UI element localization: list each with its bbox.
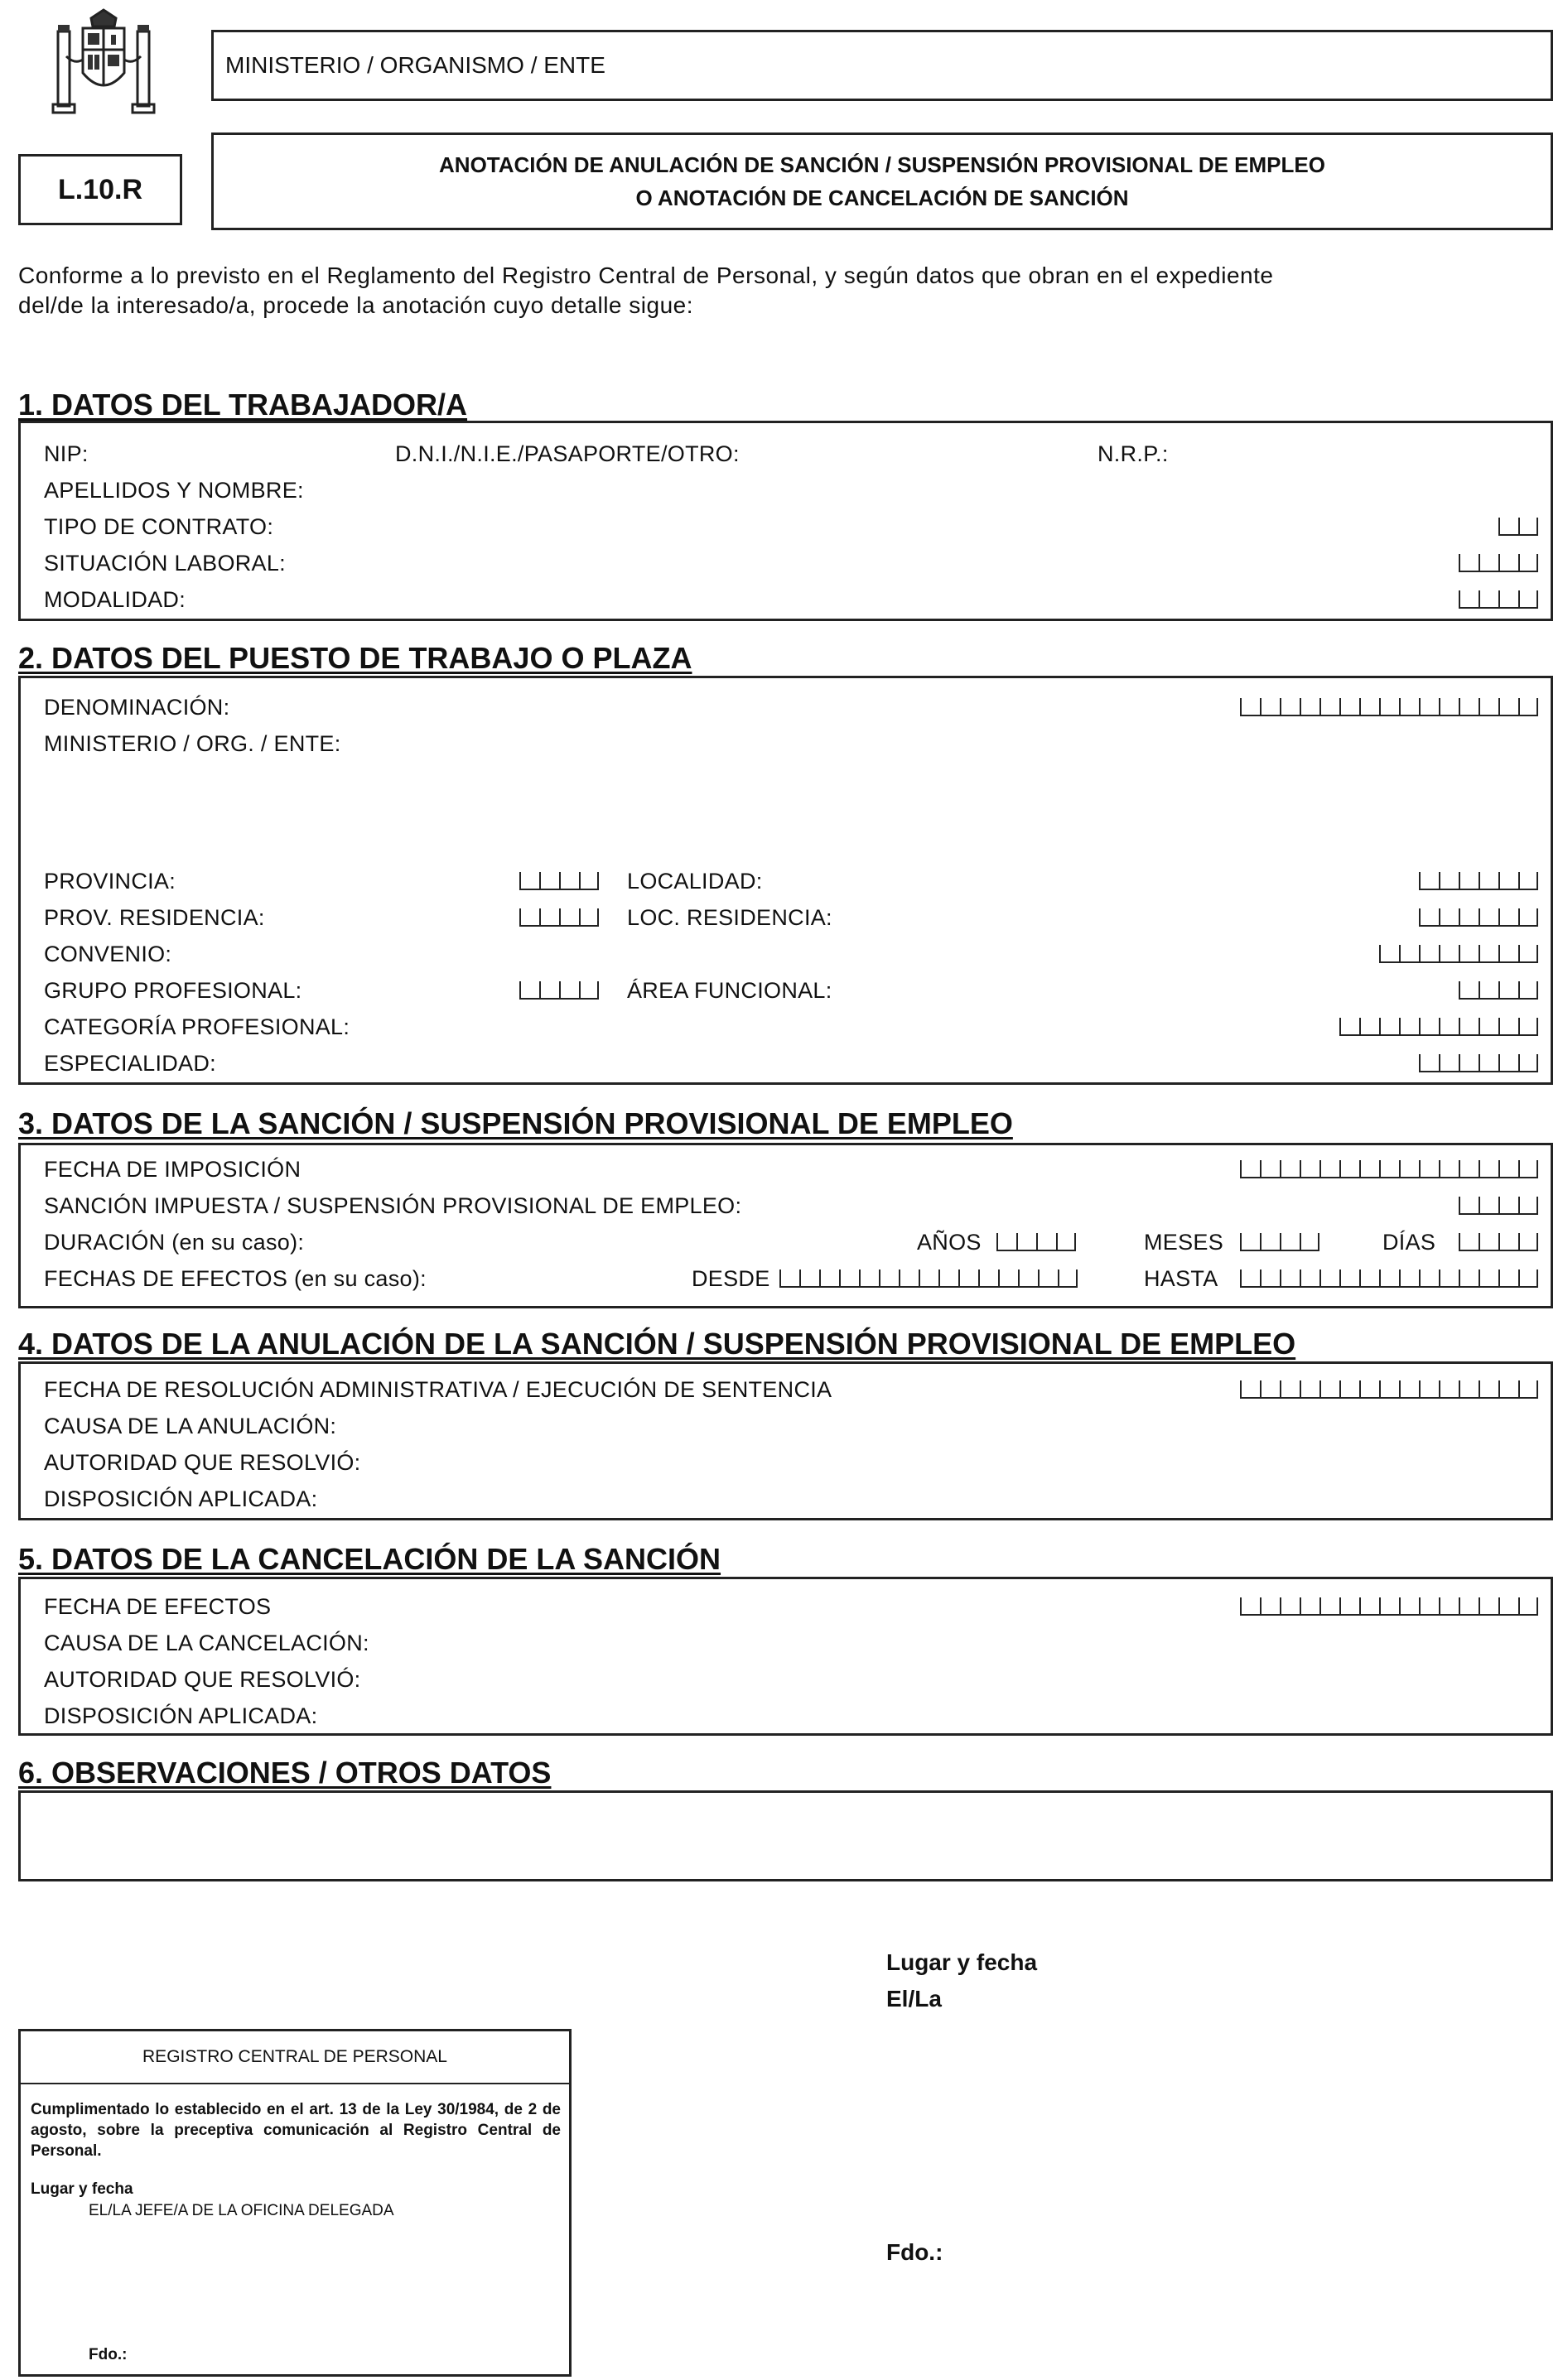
prov-residencia-label: PROV. RESIDENCIA: (44, 905, 265, 930)
intro-text (18, 261, 1551, 320)
intro-line2: del/de la interesado/a, procede la anotación cuyo detalle sigue: (18, 292, 693, 318)
apellidos-label: APELLIDOS Y NOMBRE: (44, 478, 304, 503)
section3-box (18, 1143, 1553, 1308)
localidad-label: LOCALIDAD: (627, 869, 763, 894)
form-code-box (18, 154, 182, 225)
especialidad-label: ESPECIALIDAD: (44, 1051, 216, 1076)
loc-residencia-boxes[interactable] (1419, 905, 1538, 927)
hasta-boxes[interactable] (1240, 1266, 1538, 1288)
categoria-profesional-boxes[interactable] (1339, 1014, 1538, 1036)
convenio-boxes[interactable] (1379, 942, 1538, 963)
desde-label: DESDE (692, 1266, 770, 1291)
section1-box (18, 421, 1553, 621)
intro-line1: Conforme a lo previsto en el Reglamento del Registro Central de Personal, y según datos que obran en el expediente (18, 263, 1274, 288)
ministry-label: MINISTERIO / ORGANISMO / ENTE (225, 52, 605, 78)
modalidad-boxes[interactable] (1459, 587, 1538, 609)
disposicion-cancelacion-label: DISPOSICIÓN APLICADA: (44, 1703, 318, 1728)
especialidad-boxes[interactable] (1419, 1051, 1538, 1072)
causa-anulacion-label: CAUSA DE LA ANULACIÓN: (44, 1414, 337, 1438)
fecha-resolucion-label: FECHA DE RESOLUCIÓN ADMINISTRATIVA / EJECUCIÓN DE SENTENCIA (44, 1377, 832, 1402)
area-funcional-label: ÁREA FUNCIONAL: (627, 978, 832, 1003)
provincia-label: PROVINCIA: (44, 869, 176, 894)
autoridad-anulacion-label: AUTORIDAD QUE RESOLVIÓ: (44, 1450, 361, 1475)
fecha-imposicion-boxes[interactable] (1240, 1157, 1538, 1178)
section4-box (18, 1361, 1553, 1520)
sancion-impuesta-boxes[interactable] (1459, 1193, 1538, 1215)
section5-title: 5. DATOS DE LA CANCELACIÓN DE LA SANCIÓN (18, 1542, 721, 1576)
situacion-laboral-label: SITUACIÓN LABORAL: (44, 551, 286, 576)
tipo-contrato-label: TIPO DE CONTRATO: (44, 514, 274, 539)
form-code: L.10.R (57, 173, 143, 205)
registro-lugar-fecha: Lugar y fecha (31, 2180, 133, 2198)
el-la-label: El/La (886, 1986, 942, 2011)
fecha-resolucion-boxes[interactable] (1240, 1377, 1538, 1399)
section1-title: 1. DATOS DEL TRABAJADOR/A (18, 388, 468, 422)
fecha-efectos-label: FECHA DE EFECTOS (44, 1594, 272, 1619)
dni-label: D.N.I./N.I.E./PASAPORTE/OTRO: (395, 441, 740, 466)
denominacion-label: DENOMINACIÓN: (44, 695, 230, 720)
tipo-contrato-boxes[interactable] (1498, 514, 1538, 536)
disposicion-anulacion-label: DISPOSICIÓN APLICADA: (44, 1486, 318, 1511)
categoria-profesional-label: CATEGORÍA PROFESIONAL: (44, 1014, 350, 1039)
sancion-impuesta-label: SANCIÓN IMPUESTA / SUSPENSIÓN PROVISIONAL DE EMPLEO: (44, 1193, 742, 1218)
dias-label: DÍAS (1382, 1230, 1436, 1255)
grupo-profesional-boxes[interactable] (519, 978, 599, 1000)
anios-boxes[interactable] (996, 1230, 1076, 1251)
loc-residencia-label: LOC. RESIDENCIA: (627, 905, 832, 930)
prov-residencia-boxes[interactable] (519, 905, 599, 927)
desde-boxes[interactable] (779, 1266, 1078, 1288)
fecha-efectos-boxes[interactable] (1240, 1594, 1538, 1616)
section2-title: 2. DATOS DEL PUESTO DE TRABAJO O PLAZA (18, 641, 692, 675)
section2-box (18, 676, 1553, 1085)
dias-boxes[interactable] (1459, 1230, 1538, 1251)
hasta-label: HASTA (1144, 1266, 1218, 1291)
form-title-line2: O ANOTACIÓN DE CANCELACIÓN DE SANCIÓN (635, 185, 1129, 210)
registro-fdo: Fdo.: (89, 2346, 128, 2363)
modalidad-label: MODALIDAD: (44, 587, 186, 612)
section5-box (18, 1577, 1553, 1736)
section4-title: 4. DATOS DE LA ANULACIÓN DE LA SANCIÓN / SUSPENSIÓN PROVISIONAL DE EMPLEO (18, 1327, 1296, 1361)
ministry-field[interactable] (211, 30, 1553, 101)
area-funcional-boxes[interactable] (1459, 978, 1538, 1000)
registro-central-box (18, 2029, 572, 2377)
meses-boxes[interactable] (1240, 1230, 1319, 1251)
denominacion-boxes[interactable] (1240, 695, 1538, 716)
registro-header: REGISTRO CENTRAL DE PERSONAL (21, 2031, 569, 2084)
fechas-efectos-label: FECHAS DE EFECTOS (en su caso): (44, 1266, 427, 1291)
grupo-profesional-label: GRUPO PROFESIONAL: (44, 978, 302, 1003)
autoridad-cancelacion-label: AUTORIDAD QUE RESOLVIÓ: (44, 1667, 361, 1692)
form-title-box (211, 132, 1553, 230)
situacion-laboral-boxes[interactable] (1459, 551, 1538, 572)
fdo-label: Fdo.: (886, 2239, 943, 2265)
anios-label: AÑOS (917, 1230, 982, 1255)
provincia-boxes[interactable] (519, 869, 599, 890)
form-title-line1: ANOTACIÓN DE ANULACIÓN DE SANCIÓN / SUSPENSIÓN PROVISIONAL DE EMPLEO (439, 152, 1325, 177)
causa-cancelacion-label: CAUSA DE LA CANCELACIÓN: (44, 1631, 369, 1655)
section6-title: 6. OBSERVACIONES / OTROS DATOS (18, 1756, 552, 1790)
nrp-label: N.R.P.: (1097, 441, 1169, 466)
ministerio-org-label: MINISTERIO / ORG. / ENTE: (44, 731, 341, 756)
observaciones-field[interactable] (18, 1790, 1553, 1881)
nip-label: NIP: (44, 441, 89, 466)
registro-jefe: EL/LA JEFE/A DE LA OFICINA DELEGADA (89, 2202, 394, 2219)
lugar-fecha-label: Lugar y fecha (886, 1949, 1038, 1975)
spain-coat-of-arms-icon (41, 7, 166, 123)
fecha-imposicion-label: FECHA DE IMPOSICIÓN (44, 1157, 302, 1182)
section3-title: 3. DATOS DE LA SANCIÓN / SUSPENSIÓN PROVISIONAL DE EMPLEO (18, 1106, 1013, 1140)
convenio-label: CONVENIO: (44, 942, 172, 966)
registro-text: Cumplimentado lo establecido en el art. 13 de la Ley 30/1984, de 2 de agosto, sobre la preceptiva comunicación al Registro Central de Personal. (31, 2101, 561, 2160)
localidad-boxes[interactable] (1419, 869, 1538, 890)
duracion-label: DURACIÓN (en su caso): (44, 1230, 305, 1255)
meses-label: MESES (1144, 1230, 1224, 1255)
